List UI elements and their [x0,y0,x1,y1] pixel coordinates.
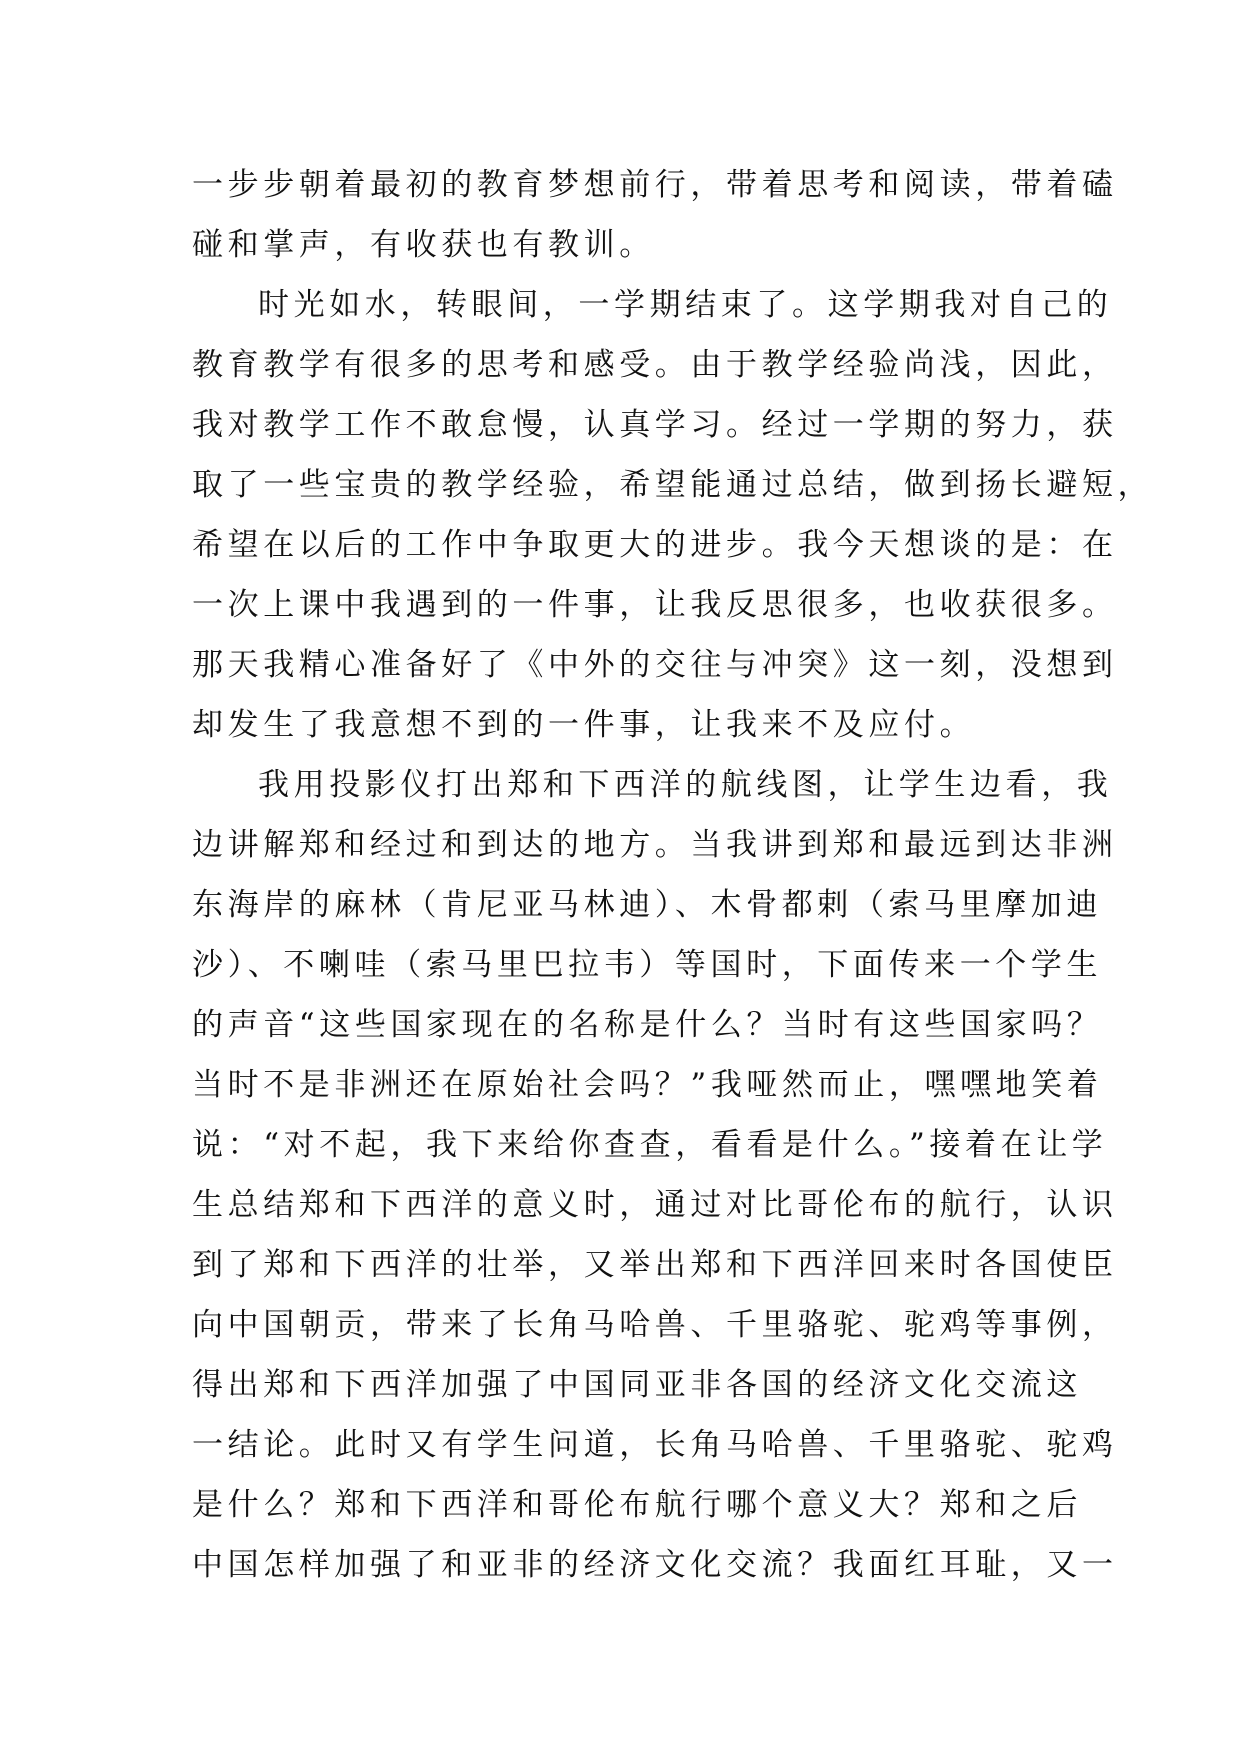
text-line: 中国怎样加强了和亚非的经济文化交流？我面红耳耻，又一 [192,1547,1118,1583]
text-line: 得出郑和下西洋加强了中国同亚非各国的经济文化交流这 [192,1367,1082,1403]
paragraph-first-line: 时光如水，转眼间，一学期结束了。这学期我对自己的 [258,287,1113,323]
text-line: 我对教学工作不敢怠慢，认真学习。经过一学期的努力，获 [192,407,1118,443]
text-line: 边讲解郑和经过和到达的地方。当我讲到郑和最远到达非洲 [192,827,1118,863]
text-line: 向中国朝贡，带来了长角马哈兽、千里骆驼、驼鸡等事例， [192,1307,1118,1343]
text-line: 一结论。此时又有学生问道，长角马哈兽、千里骆驼、驼鸡 [192,1427,1118,1463]
text-line: 那天我精心准备好了《中外的交往与冲突》这一刻，没想到 [192,647,1118,683]
text-line: 取了一些宝贵的教学经验，希望能通过总结，做到扬长避短， [192,467,1154,503]
text-line: 一步步朝着最初的教育梦想前行，带着思考和阅读，带着磕 [192,167,1118,203]
text-line: 东海岸的麻林（肯尼亚马林迪）、木骨都剌（索马里摩加迪 [192,887,1103,923]
text-line: 教育教学有很多的思考和感受。由于教学经验尚浅，因此， [192,347,1118,383]
text-line: 却发生了我意想不到的一件事，让我来不及应付。 [192,707,976,743]
text-line: 希望在以后的工作中争取更大的进步。我今天想谈的是：在 [192,527,1118,563]
text-line: 到了郑和下西洋的壮举，又举出郑和下西洋回来时各国使臣 [192,1247,1118,1283]
paragraph-first-line: 我用投影仪打出郑和下西洋的航线图，让学生边看，我 [258,767,1113,803]
text-line: 沙）、不喇哇（索马里巴拉韦）等国时，下面传来一个学生 [192,947,1103,983]
text-line: 一次上课中我遇到的一件事，让我反思很多，也收获很多。 [192,587,1118,623]
text-line: 的声音“这些国家现在的名称是什么？当时有这些国家吗？ [192,1007,1103,1043]
document-body [192,155,1154,1595]
text-line: 碰和掌声，有收获也有教训。 [192,227,655,263]
text-line: 当时不是非洲还在原始社会吗？”我哑然而止，嘿嘿地笑着 [192,1067,1103,1103]
text-line: 说：“对不起，我下来给你查查，看看是什么。”接着在让学 [192,1127,1108,1163]
text-line: 是什么？郑和下西洋和哥伦布航行哪个意义大？郑和之后 [192,1487,1082,1523]
text-line: 生总结郑和下西洋的意义时，通过对比哥伦布的航行，认识 [192,1187,1118,1223]
